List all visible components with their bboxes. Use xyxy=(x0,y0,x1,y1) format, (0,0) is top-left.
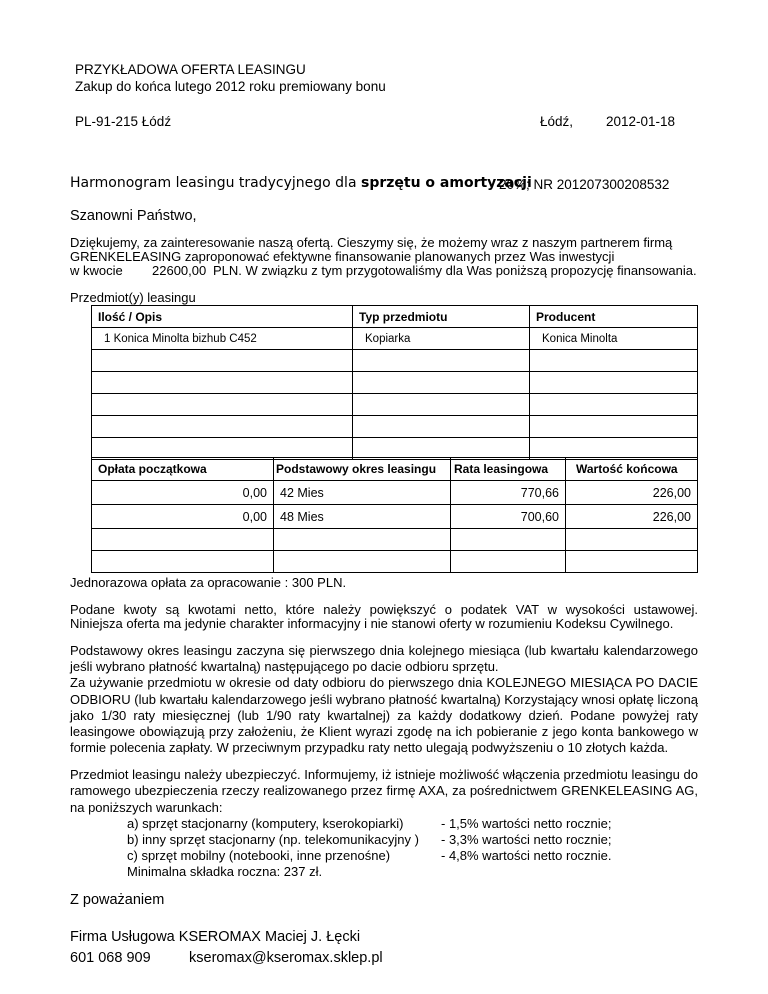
initial-fee: 0,00 xyxy=(92,505,274,529)
insurance-paragraph xyxy=(70,767,698,816)
paragraph-line: Za używanie przedmiotu w okresie od daty odbioru do pierwszego dnia KOLEJNEGO MIESIĄCA PO DACIE xyxy=(70,675,698,691)
processing-fee: Jednorazowa opłata za opracowanie : 300 PLN. xyxy=(70,575,347,590)
signature-email[interactable]: kseromax@kseromax.sklep.pl xyxy=(189,950,383,966)
table-row xyxy=(92,372,698,394)
paragraph-line: formie polecenia zapłaty. W przeciwnym przypadku raty netto ulegają podwyższeniu o 10 złotych każda. xyxy=(70,740,669,756)
lease-rate: 770,66 xyxy=(451,481,566,505)
table-row xyxy=(92,505,698,529)
header-cell: Rata leasingowa xyxy=(451,458,566,481)
insurance-a-label: a) sprzęt stacjonarny (komputery, kserokopiarki) xyxy=(127,816,404,831)
table-row xyxy=(92,306,698,328)
signature-company: Firma Usługowa KSEROMAX Maciej J. Łęcki xyxy=(70,929,361,945)
insurance-c-label: c) sprzęt mobilny (notebooki, inne przenośne) xyxy=(127,848,391,863)
terms-table xyxy=(91,457,698,573)
header-cell: Opłata początkowa xyxy=(92,458,274,481)
header-cell: Typ przedmiotu xyxy=(353,306,530,328)
lease-period: 42 Mies xyxy=(274,481,451,505)
paragraph-line: Przedmiot leasingu należy ubezpieczyć. Informujemy, iż istnieje możliwość włączenia przedmiotu leasingu do xyxy=(70,767,698,782)
insurance-c-rate: - 4,8% wartości netto rocznie. xyxy=(441,848,612,863)
schedule-rate: 20%; NR 201207300208532 xyxy=(499,177,670,192)
item-producer: Konica Minolta xyxy=(530,328,698,350)
paragraph-line: Niniejsza oferta ma jedynie charakter informacyjny i nie stanowi oferty w rozumieniu Kodeksu Cywilnego. xyxy=(70,616,674,631)
investment-amount: 22600,00 xyxy=(152,263,207,278)
intro-line-3-suffix: PLN. W związku z tym przygotowaliśmy dla Was poniższą propozycję finansowania. xyxy=(213,263,697,278)
table-row xyxy=(92,394,698,416)
table-row xyxy=(92,416,698,438)
netto-paragraph xyxy=(70,603,698,631)
schedule-prefix: Harmonogram leasingu tradycyjnego dla xyxy=(70,175,361,191)
postal-address: PL-91-215 Łódź xyxy=(75,114,172,129)
lease-rate: 700,60 xyxy=(451,505,566,529)
paragraph-line: na poniższych warunkach: xyxy=(70,799,223,815)
header-cell: Podstawowy okres leasingu xyxy=(274,458,451,481)
insurance-a-rate: - 1,5% wartości netto rocznie; xyxy=(441,816,612,831)
offer-title: PRZYKŁADOWA OFERTA LEASINGU xyxy=(75,62,306,77)
items-section-label: Przedmiot(y) leasingu xyxy=(70,290,196,305)
table-row xyxy=(92,529,698,551)
offer-subtitle: Zakup do końca lutego 2012 roku premiowany bonu xyxy=(75,79,386,94)
table-row xyxy=(92,551,698,573)
paragraph-line: jako 1/30 raty miesięcznej (lub 1/90 raty kwartalnej) za każdy dodatkowy dzień. Podane powyżej raty xyxy=(70,707,698,723)
item-type: Kopiarka xyxy=(353,328,530,350)
table-row xyxy=(92,481,698,505)
paragraph-line: Podane kwoty są kwotami netto, które należy powiększyć o podatek VAT w wysokości ustawowej. xyxy=(70,602,698,617)
closing: Z poważaniem xyxy=(70,892,165,908)
intro-line-1: Dziękujemy, za zainteresowanie naszą ofertą. Cieszymy się, że możemy wraz z naszym partnerem firmą xyxy=(70,235,673,250)
paragraph-line: jeśli wybrano płatność kwartalną) następującego po dacie odbioru sprzętu. xyxy=(70,659,499,675)
initial-fee: 0,00 xyxy=(92,481,274,505)
offer-date: 2012-01-18 xyxy=(606,114,676,129)
period-paragraph xyxy=(70,643,698,756)
paragraph-line: ramowego ubezpieczenia rzeczy realizowanego przez firmę AXA, za pośrednictwem GRENKELEASING AG, xyxy=(70,783,698,799)
header-cell: Ilość / Opis xyxy=(92,306,353,328)
paragraph-line: leasingowe obowiązują przy założeniu, że Klient wyrazi zgodę na ich pobieranie z jego konta bankowego w xyxy=(70,724,698,740)
paragraph-line: ODBIORU (lub kwartału kalendarzowego jeśli wybrano płatność kwartalną) Korzystający wnosi opłatę liczoną xyxy=(70,691,698,707)
schedule-heading xyxy=(70,175,532,191)
items-table xyxy=(91,305,698,460)
paragraph-line: Podstawowy okres leasingu zaczyna się pierwszego dnia kolejnego miesiąca (lub kwartału kalendarzowego xyxy=(70,643,698,658)
insurance-b-label: b) inny sprzęt stacjonarny (np. telekomunikacyjny ) xyxy=(127,832,419,847)
header-cell: Producent xyxy=(530,306,698,328)
table-row xyxy=(92,328,698,350)
residual-value: 226,00 xyxy=(566,505,698,529)
intro-line-2: GRENKELEASING zaproponować efektywne finansowanie planowanych przez Was inwestycji xyxy=(70,249,615,264)
header-cell: Wartość końcowa xyxy=(566,458,698,481)
greeting: Szanowni Państwo, xyxy=(70,208,197,224)
schedule-bold: sprzętu o amortyzacji xyxy=(360,175,532,191)
city: Łódź, xyxy=(540,114,574,129)
lease-period: 48 Mies xyxy=(274,505,451,529)
table-row xyxy=(92,458,698,481)
intro-line-3-prefix: w kwocie xyxy=(70,263,123,278)
insurance-minimum: Minimalna składka roczna: 237 zł. xyxy=(127,864,323,879)
insurance-b-rate: - 3,3% wartości netto rocznie; xyxy=(441,832,612,847)
item-description: 1 Konica Minolta bizhub C452 xyxy=(92,328,353,350)
residual-value: 226,00 xyxy=(566,481,698,505)
table-row xyxy=(92,350,698,372)
signature-phone: 601 068 909 xyxy=(70,950,151,966)
